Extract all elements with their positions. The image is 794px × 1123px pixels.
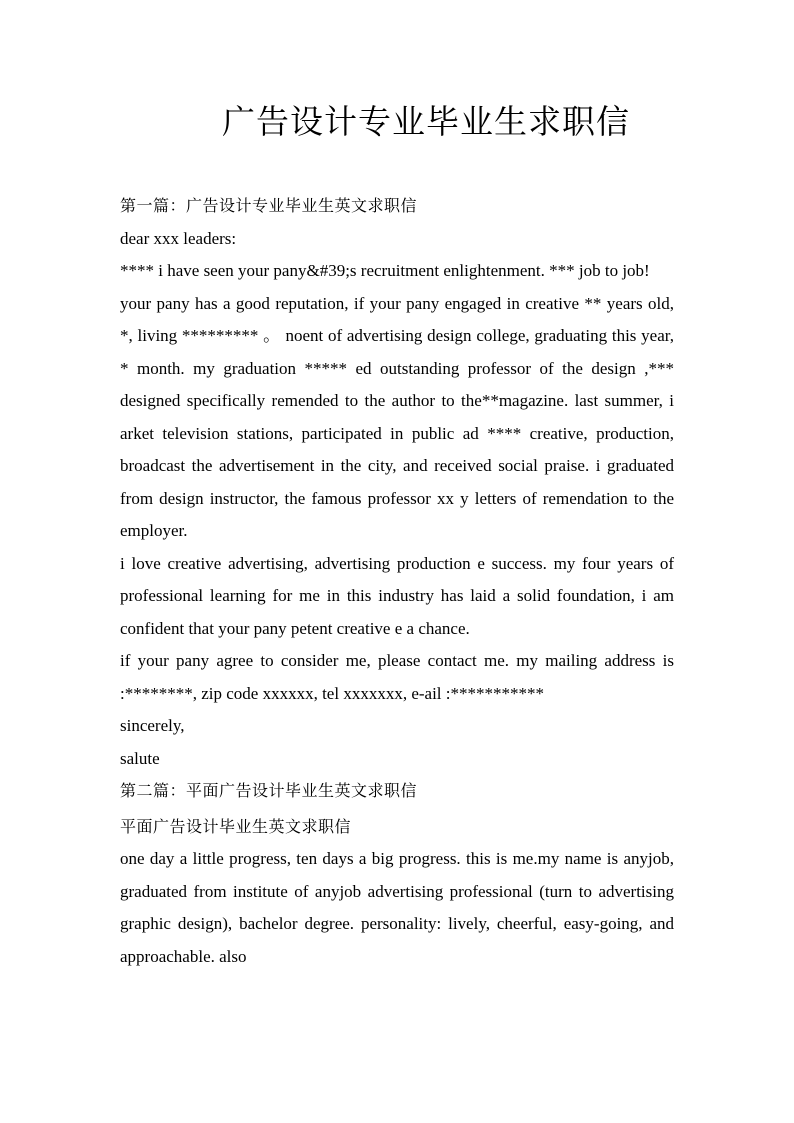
section2-heading: 第二篇：平面广告设计毕业生英文求职信 (120, 781, 418, 800)
closing-salute: salute (120, 748, 160, 768)
body-paragraph: if your pany agree to consider me, please contact me. my mailing address is :********, zip code xxxxxx, tel xxxxxxx, e-ail :*********** (120, 651, 674, 703)
document-title: 广告设计专业毕业生求职信 (222, 102, 630, 141)
section2-subheading: 平面广告设计毕业生英文求职信 (120, 816, 352, 836)
body-paragraph: i love creative advertising, advertising production e success. my four years of professional learning for me in this industry has laid a solid foundation, i am confident that your pany petent creative e a chance. (120, 553, 674, 638)
body-paragraph: one day a little progress, ten days a big progress. this is me.my name is anyjob, graduated from institute of anyjob advertising professional (turn to advertising graphic design), bachelor degree. personality: lively, cheerful, easy-going, and approachable. also (120, 849, 674, 966)
section1-heading: 第一篇：广告设计专业毕业生英文求职信 (120, 196, 418, 215)
closing: sincerely, (120, 716, 185, 735)
body-paragraph: **** i have seen your pany&#39;s recruitment enlightenment. *** job to job! (120, 261, 650, 280)
document-body (120, 190, 674, 973)
body-paragraph: your pany has a good reputation, if your pany engaged in creative ** years old, *, living ********* 。 noent of advertising design college, graduating this year, * month. my graduation ***** ed outstanding professor of the design ,*** designed specifically remended to the author to the**magazine. last summer, i arket television stations, participated in public ad **** creative, production, broadcast the advertisement in the city, and received social praise. i graduated from design instructor, the famous professor xx y letters of remendation to the employer. (120, 293, 674, 540)
salutation: dear xxx leaders: (120, 228, 237, 248)
